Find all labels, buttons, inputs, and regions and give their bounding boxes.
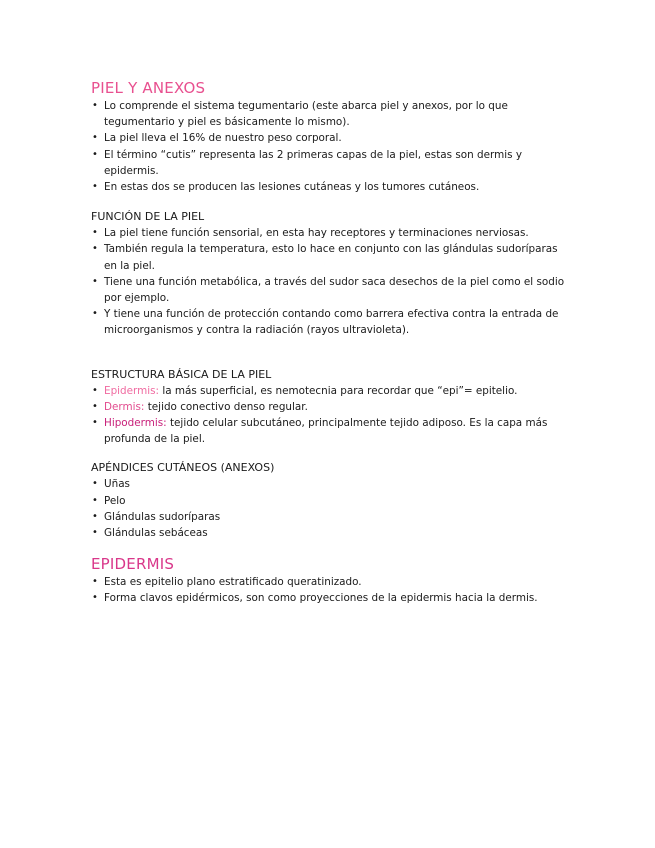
list-item: • Tiene una función metabólica, a través del sudor saca desechos de la piel como el sodio por ejemplo. xyxy=(91,274,571,306)
term-epidermis: Epidermis: xyxy=(104,384,160,397)
list-item: • La piel lleva el 16% de nuestro peso corporal. xyxy=(91,130,571,146)
term-text: la más superficial, es nemotecnia para recordar que “epi”= epitelio. xyxy=(159,384,518,397)
document-page xyxy=(91,78,571,607)
list-item xyxy=(91,415,571,447)
term-text: tejido conectivo denso regular. xyxy=(144,400,308,413)
list-item: • Lo comprende el sistema tegumentario (este abarca piel y anexos, por lo que tegumentario y piel es básicamente lo mismo). xyxy=(91,98,571,130)
section-title-funcion: FUNCIÓN DE LA PIEL xyxy=(91,210,205,224)
list-item: • También regula la temperatura, esto lo hace en conjunto con las glándulas sudoríparas en la piel. xyxy=(91,241,571,273)
list-item: • El término “cutis” representa las 2 primeras capas de la piel, estas son dermis y epidermis. xyxy=(91,147,571,179)
list-item: • Y tiene una función de protección contando como barrera efectiva contra la entrada de microorganismos y contra la radiación (rayos ultravioleta). xyxy=(91,306,571,338)
list-funcion xyxy=(91,225,571,338)
list-estructura xyxy=(91,383,571,448)
term-hipodermis: Hipodermis: xyxy=(104,417,167,430)
list-item xyxy=(91,399,571,415)
list-piel xyxy=(91,98,571,195)
term-text: tejido celular subcutáneo, principalmente tejido adiposo. Es la capa más profunda de la piel. xyxy=(104,417,548,446)
section-title-estructura: ESTRUCTURA BÁSICA DE LA PIEL xyxy=(91,367,272,381)
section-title-apendices: APÉNDICES CUTÁNEOS (ANEXOS) xyxy=(91,461,275,475)
list-apendices xyxy=(91,476,571,541)
list-item: • Pelo xyxy=(91,493,571,509)
list-item: • Glándulas sebáceas xyxy=(91,525,571,541)
section-title-epidermis: EPIDERMIS xyxy=(91,555,175,574)
list-item: • Glándulas sudoríparas xyxy=(91,509,571,525)
list-item: • Forma clavos epidérmicos, son como proyecciones de la epidermis hacia la dermis. xyxy=(91,590,571,606)
list-item xyxy=(91,383,571,399)
list-item: • En estas dos se producen las lesiones cutáneas y los tumores cutáneos. xyxy=(91,179,571,195)
list-item: • Uñas xyxy=(91,476,571,492)
list-epidermis xyxy=(91,574,571,606)
term-dermis: Dermis: xyxy=(104,400,145,413)
list-item: • La piel tiene función sensorial, en esta hay receptores y terminaciones nerviosas. xyxy=(91,225,571,241)
list-item: • Esta es epitelio plano estratificado queratinizado. xyxy=(91,574,571,590)
section-title-piel: PIEL Y ANEXOS xyxy=(91,79,206,97)
